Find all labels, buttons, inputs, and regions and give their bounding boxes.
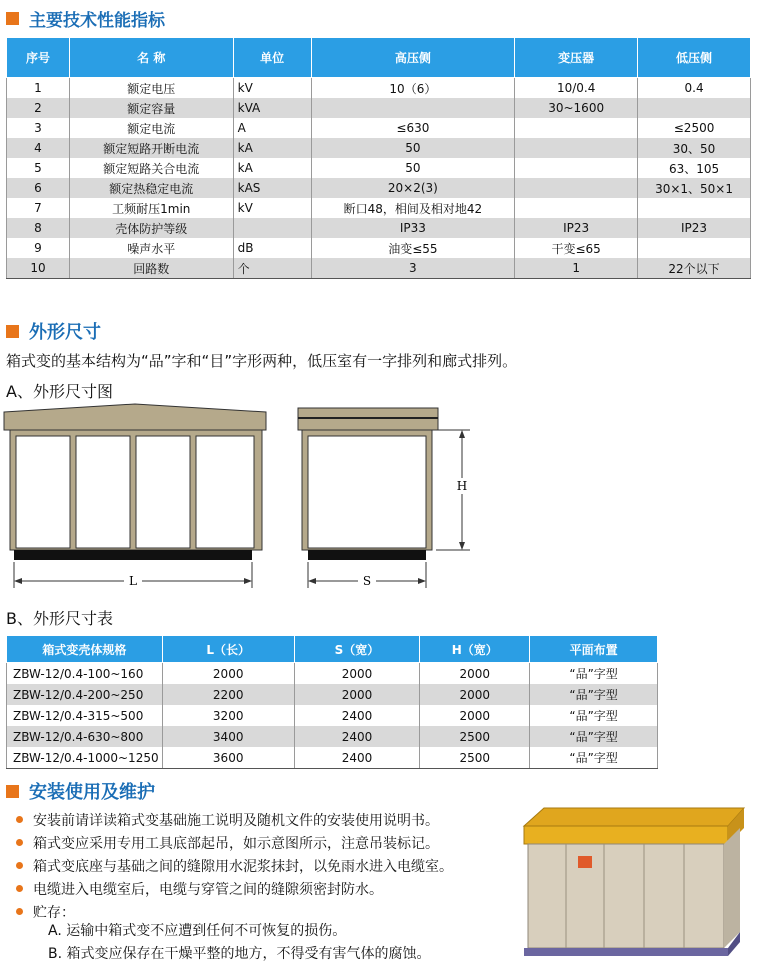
cell-model: ZBW-12/0.4-630~800 <box>7 726 163 747</box>
photo-base <box>524 948 728 956</box>
cell-lv: 22个以下 <box>638 258 751 279</box>
front-view-drawing <box>0 402 275 602</box>
bullet-dot-icon <box>16 816 23 823</box>
cell-layout: “品”字型 <box>530 663 658 685</box>
cell-transformer: IP23 <box>515 218 638 238</box>
table-row <box>7 178 751 198</box>
cell-model: ZBW-12/0.4-100~160 <box>7 663 163 685</box>
cell-hv: 10（6） <box>311 78 515 99</box>
table-row <box>7 78 751 99</box>
orange-square-icon <box>6 12 19 25</box>
table-row <box>7 747 658 769</box>
cell-hv: 50 <box>311 158 515 178</box>
label-l: L <box>129 574 137 588</box>
section-header-dimensions <box>6 318 101 344</box>
dims-header-row <box>7 636 658 663</box>
table-row <box>7 158 751 178</box>
cell-index: 9 <box>7 238 70 258</box>
cell-unit: kA <box>233 158 311 178</box>
cell-layout: “品”字型 <box>530 705 658 726</box>
section-title: 主要技术性能指标 <box>29 11 165 31</box>
bullet-dot-icon <box>16 908 23 915</box>
base-plinth <box>14 550 252 560</box>
orange-square-icon <box>6 785 19 798</box>
cell-name: 回路数 <box>69 258 233 279</box>
cell-index: 5 <box>7 158 70 178</box>
arrow-down-icon <box>459 542 465 550</box>
cell-width: 2000 <box>294 684 420 705</box>
door-panel <box>136 436 190 548</box>
col-header: 高压侧 <box>311 38 515 78</box>
cell-unit: kV <box>233 78 311 99</box>
cell-name: 壳体防护等级 <box>69 218 233 238</box>
col-header: 低压侧 <box>638 38 751 78</box>
orange-square-icon <box>6 325 19 338</box>
cell-name: 工频耐压1min <box>69 198 233 218</box>
list-item-text: 电缆进入电缆室后，电缆与穿管之间的缝隙须密封防水。 <box>33 881 383 898</box>
list-item-text: 箱式变应采用专用工具底部起吊，如示意图所示，注意吊装标记。 <box>33 835 439 852</box>
list-item-text: 贮存： <box>33 904 75 921</box>
cell-name: 噪声水平 <box>69 238 233 258</box>
cell-length: 2000 <box>162 663 294 685</box>
subheading-drawing: A、外形尺寸图 <box>6 382 113 401</box>
col-header: H（宽） <box>420 636 530 663</box>
side-view-drawing <box>290 402 480 602</box>
door-panel <box>16 436 70 548</box>
subheading-table: B、外形尺寸表 <box>6 609 113 628</box>
cell-index: 8 <box>7 218 70 238</box>
cell-height: 2000 <box>420 705 530 726</box>
cell-unit: kVA <box>233 98 311 118</box>
bullet-dot-icon <box>16 885 23 892</box>
side-panel <box>308 436 426 548</box>
storage-note-b: B. 箱式变应保存在干燥平整的地方，不得受有害气体的腐蚀。 <box>48 946 431 962</box>
col-header: 单位 <box>233 38 311 78</box>
cell-length: 3200 <box>162 705 294 726</box>
arrow-left-icon <box>308 578 316 584</box>
list-item-text: 箱式变底座与基础之间的缝隙用水泥浆抹封，以免雨水进入电缆室。 <box>33 858 453 875</box>
cell-name: 额定短路开断电流 <box>69 138 233 158</box>
cell-transformer <box>515 118 638 138</box>
label-s: S <box>362 574 372 588</box>
cell-unit: dB <box>233 238 311 258</box>
col-header: 平面布置 <box>530 636 658 663</box>
arrow-up-icon <box>459 430 465 438</box>
col-header: 序号 <box>7 38 70 78</box>
cell-height: 2000 <box>420 684 530 705</box>
cell-index: 10 <box>7 258 70 279</box>
cell-lv: ≤2500 <box>638 118 751 138</box>
cell-name: 额定容量 <box>69 98 233 118</box>
table-row <box>7 218 751 238</box>
cell-transformer: 10/0.4 <box>515 78 638 99</box>
section-title: 外形尺寸 <box>29 322 101 343</box>
table-row <box>7 98 751 118</box>
cell-hv: 50 <box>311 138 515 158</box>
photo-body-side <box>724 828 740 948</box>
cell-index: 4 <box>7 138 70 158</box>
table-row <box>7 238 751 258</box>
table-row <box>7 726 658 747</box>
list-item <box>16 831 453 854</box>
cell-hv: 3 <box>311 258 515 279</box>
substation-photo <box>518 804 754 960</box>
door-panel <box>196 436 254 548</box>
cell-unit: kV <box>233 198 311 218</box>
specs-header-row <box>7 38 751 78</box>
warning-label-icon <box>578 856 592 868</box>
cell-layout: “品”字型 <box>530 684 658 705</box>
table-row <box>7 258 751 279</box>
base-plinth <box>308 550 426 560</box>
storage-note-a: A. 运输中箱式变不应遭到任何不可恢复的损伤。 <box>48 923 347 939</box>
cell-height: 2000 <box>420 663 530 685</box>
cell-lv: 63、105 <box>638 158 751 178</box>
cell-hv: ≤630 <box>311 118 515 138</box>
col-header: S（宽） <box>294 636 420 663</box>
cell-hv <box>311 98 515 118</box>
cell-index: 1 <box>7 78 70 99</box>
cell-height: 2500 <box>420 726 530 747</box>
cell-name: 额定电压 <box>69 78 233 99</box>
cell-width: 2400 <box>294 747 420 769</box>
col-header: 箱式变壳体规格 <box>7 636 163 663</box>
cell-width: 2400 <box>294 705 420 726</box>
cell-lv: IP23 <box>638 218 751 238</box>
cell-name: 额定热稳定电流 <box>69 178 233 198</box>
installation-list <box>16 808 453 923</box>
cell-transformer <box>515 198 638 218</box>
section-title: 安装使用及维护 <box>29 782 155 803</box>
table-row <box>7 663 658 685</box>
cell-lv: 30、50 <box>638 138 751 158</box>
cell-index: 3 <box>7 118 70 138</box>
cell-hv: IP33 <box>311 218 515 238</box>
cell-lv <box>638 198 751 218</box>
arrow-left-icon <box>14 578 22 584</box>
cell-hv: 断口48，相间及相对地42 <box>311 198 515 218</box>
cell-unit: 个 <box>233 258 311 279</box>
cell-transformer: 30~1600 <box>515 98 638 118</box>
bullet-dot-icon <box>16 839 23 846</box>
cell-unit: kAS <box>233 178 311 198</box>
cell-layout: “品”字型 <box>530 747 658 769</box>
list-item <box>16 877 453 900</box>
cell-hv: 油变≤55 <box>311 238 515 258</box>
cell-index: 7 <box>7 198 70 218</box>
cell-layout: “品”字型 <box>530 726 658 747</box>
structure-description: 箱式变的基本结构为“品”字和“目”字形两种，低压室有一字排列和廊式排列。 <box>6 352 518 370</box>
dimensions-table <box>6 635 658 769</box>
cell-unit: kA <box>233 138 311 158</box>
cell-width: 2000 <box>294 663 420 685</box>
cell-model: ZBW-12/0.4-1000~1250 <box>7 747 163 769</box>
cell-index: 2 <box>7 98 70 118</box>
cell-length: 2200 <box>162 684 294 705</box>
cell-model: ZBW-12/0.4-200~250 <box>7 684 163 705</box>
cell-unit <box>233 218 311 238</box>
list-item-text: 安装前请详读箱式变基础施工说明及随机文件的安装使用说明书。 <box>33 812 439 829</box>
cell-lv: 0.4 <box>638 78 751 99</box>
list-item <box>16 808 453 831</box>
cell-width: 2400 <box>294 726 420 747</box>
label-h: H <box>456 479 468 493</box>
cell-transformer: 1 <box>515 258 638 279</box>
list-item <box>16 854 453 877</box>
table-row <box>7 684 658 705</box>
cell-lv: 30×1、50×1 <box>638 178 751 198</box>
section-header-specs <box>6 6 165 31</box>
cell-transformer <box>515 158 638 178</box>
specs-table <box>6 37 751 279</box>
cell-height: 2500 <box>420 747 530 769</box>
cell-transformer: 干变≤65 <box>515 238 638 258</box>
col-header: L（长） <box>162 636 294 663</box>
col-header: 变压器 <box>515 38 638 78</box>
table-row <box>7 118 751 138</box>
col-header: 名 称 <box>69 38 233 78</box>
arrow-right-icon <box>244 578 252 584</box>
cell-unit: A <box>233 118 311 138</box>
table-row <box>7 198 751 218</box>
cell-hv: 20×2(3) <box>311 178 515 198</box>
cell-lv <box>638 238 751 258</box>
photo-body <box>528 844 724 948</box>
roof <box>4 404 266 430</box>
door-panel <box>76 436 130 548</box>
cell-transformer <box>515 178 638 198</box>
bullet-dot-icon <box>16 862 23 869</box>
cell-name: 额定短路关合电流 <box>69 158 233 178</box>
cell-length: 3400 <box>162 726 294 747</box>
cell-transformer <box>515 138 638 158</box>
photo-roof-front <box>524 826 728 844</box>
photo-roof <box>524 808 744 826</box>
table-row <box>7 138 751 158</box>
table-row <box>7 705 658 726</box>
arrow-right-icon <box>418 578 426 584</box>
cell-length: 3600 <box>162 747 294 769</box>
section-header-installation <box>6 778 155 804</box>
cell-name: 额定电流 <box>69 118 233 138</box>
cell-lv <box>638 98 751 118</box>
cell-index: 6 <box>7 178 70 198</box>
cell-model: ZBW-12/0.4-315~500 <box>7 705 163 726</box>
